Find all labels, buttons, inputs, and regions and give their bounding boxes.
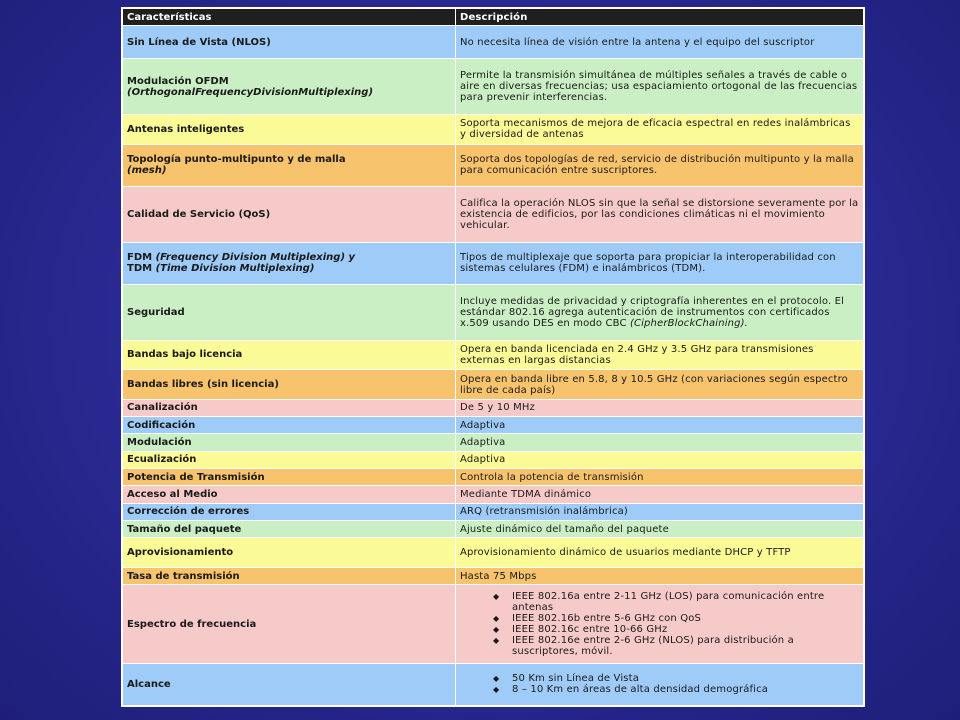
row-characteristic: Bandas bajo licencia	[123, 341, 455, 370]
characteristic-note: (mesh)	[127, 165, 167, 177]
table-row	[123, 400, 863, 416]
row-description: Adaptiva	[456, 434, 863, 450]
row-description: Soporta mecanismos de mejora de eficacia espectral en redes inalámbricas y diversidad de antenas	[456, 115, 863, 144]
row-characteristic: Bandas libres (sin licencia)	[123, 370, 455, 399]
characteristic-text: Modulación OFDM	[127, 75, 229, 87]
characteristic-note: (Frequency Division Multiplexing) y	[155, 252, 356, 264]
table-row	[123, 664, 863, 705]
row-description: De 5 y 10 MHz	[456, 400, 863, 416]
row-characteristic: Seguridad	[123, 285, 455, 340]
characteristic-note-2: (Time Division Multiplexing)	[155, 263, 315, 275]
row-description: Ajuste dinámico del tamaño del paquete	[456, 521, 863, 537]
bullet-list	[460, 591, 859, 657]
row-description: Hasta 75 Mbps	[456, 568, 863, 584]
header-description: Descripción	[456, 9, 863, 25]
table-row	[123, 187, 863, 242]
row-characteristic: Sin Línea de Vista (NLOS)	[123, 26, 455, 58]
row-description	[456, 664, 863, 705]
row-characteristic: Corrección de errores	[123, 504, 455, 520]
row-characteristic: Acceso al Medio	[123, 486, 455, 502]
row-characteristic	[123, 243, 455, 284]
table-row	[123, 59, 863, 114]
list-item: ◆ IEEE 802.16c entre 10-66 GHz	[460, 624, 859, 635]
row-characteristic: Calidad de Servicio (QoS)	[123, 187, 455, 242]
row-description: Adaptiva	[456, 417, 863, 433]
row-characteristic: Ecualización	[123, 452, 455, 468]
row-characteristic: Espectro de frecuencia	[123, 585, 455, 663]
list-item: ◆ 50 Km sin Línea de Vista	[460, 673, 859, 684]
table-row	[123, 469, 863, 485]
row-description: No necesita línea de visión entre la antena y el equipo del suscriptor	[456, 26, 863, 58]
row-description: Tipos de multiplexaje que soporta para propiciar la interoperabilidad con sistemas celulares (FDM) e inalámbricos (TDM).	[456, 243, 863, 284]
table-row	[123, 370, 863, 399]
table-row	[123, 568, 863, 584]
table-row	[123, 243, 863, 284]
table-row	[123, 285, 863, 340]
row-description: Mediante TDMA dinámico	[456, 486, 863, 502]
row-characteristic: Codificación	[123, 417, 455, 433]
table-row	[123, 341, 863, 370]
row-description: Adaptiva	[456, 452, 863, 468]
row-description: Califica la operación NLOS sin que la señal se distorsione severamente por la existencia de edificios, por las condiciones climáticas ni el movimiento vehicular.	[456, 187, 863, 242]
table-row	[123, 26, 863, 58]
row-characteristic: Tamaño del paquete	[123, 521, 455, 537]
list-item: ◆ IEEE 802.16b entre 5-6 GHz con QoS	[460, 613, 859, 624]
features-table-container	[121, 7, 865, 707]
characteristic-text: Topología punto-multipunto y de malla	[127, 154, 346, 166]
bullet-list	[460, 673, 859, 695]
row-description: Permite la transmisión simultánea de múltiples señales a través de cable o aire en diversas frecuencias; usa espaciamiento ortogonal de las frecuencias para prevenir interferencias.	[456, 59, 863, 114]
row-characteristic: Canalización	[123, 400, 455, 416]
row-characteristic: Tasa de transmisión	[123, 568, 455, 584]
row-characteristic	[123, 145, 455, 186]
row-description	[456, 285, 863, 340]
row-description: Opera en banda licenciada en 2.4 GHz y 3.5 GHz para transmisiones externas en largas distancias	[456, 341, 863, 370]
row-description: Aprovisionamiento dinámico de usuarios mediante DHCP y TFTP	[456, 538, 863, 567]
row-characteristic: Aprovisionamiento	[123, 538, 455, 567]
row-characteristic: Modulación	[123, 434, 455, 450]
list-item: ◆ IEEE 802.16a entre 2-11 GHz (LOS) para comunicación entre antenas	[460, 591, 859, 613]
table-row	[123, 145, 863, 186]
row-description: Opera en banda libre en 5.8, 8 y 10.5 GHz (con variaciones según espectro libre de cada país)	[456, 370, 863, 399]
table-row	[123, 504, 863, 520]
table-row	[123, 538, 863, 567]
description-text: Incluye medidas de privacidad y criptografía inherentes en el protocolo. El estándar 802.16 agrega autenticación de instrumentos con certificados x.509 usando DES en modo CBC	[460, 295, 845, 329]
header-characteristic: Características	[123, 9, 455, 25]
description-note: (CipherBlockChaining).	[629, 317, 749, 329]
row-description: Controla la potencia de transmisión	[456, 469, 863, 485]
row-characteristic: Alcance	[123, 664, 455, 705]
row-description: Soporta dos topologías de red, servicio de distribución multipunto y la malla para comunicación entre suscriptores.	[456, 145, 863, 186]
row-characteristic: Antenas inteligentes	[123, 115, 455, 144]
table-row	[123, 417, 863, 433]
table-row	[123, 115, 863, 144]
table-row	[123, 486, 863, 502]
table-row	[123, 452, 863, 468]
row-characteristic: Potencia de Transmisión	[123, 469, 455, 485]
table-row	[123, 585, 863, 663]
characteristic-text: FDM	[127, 252, 153, 264]
table-row	[123, 521, 863, 537]
row-characteristic	[123, 59, 455, 114]
row-description: ARQ (retransmisión inalámbrica)	[456, 504, 863, 520]
list-item: ◆ IEEE 802.16e entre 2-6 GHz (NLOS) para distribución a suscriptores, móvil.	[460, 635, 859, 657]
row-description	[456, 585, 863, 663]
characteristic-note: (OrthogonalFrequencyDivisionMultiplexing)	[127, 86, 374, 98]
table-header-row	[123, 9, 863, 25]
table-row	[123, 434, 863, 450]
features-table	[122, 8, 864, 706]
characteristic-text-2: TDM	[127, 263, 153, 275]
list-item: ◆ 8 – 10 Km en áreas de alta densidad demográfica	[460, 684, 859, 695]
